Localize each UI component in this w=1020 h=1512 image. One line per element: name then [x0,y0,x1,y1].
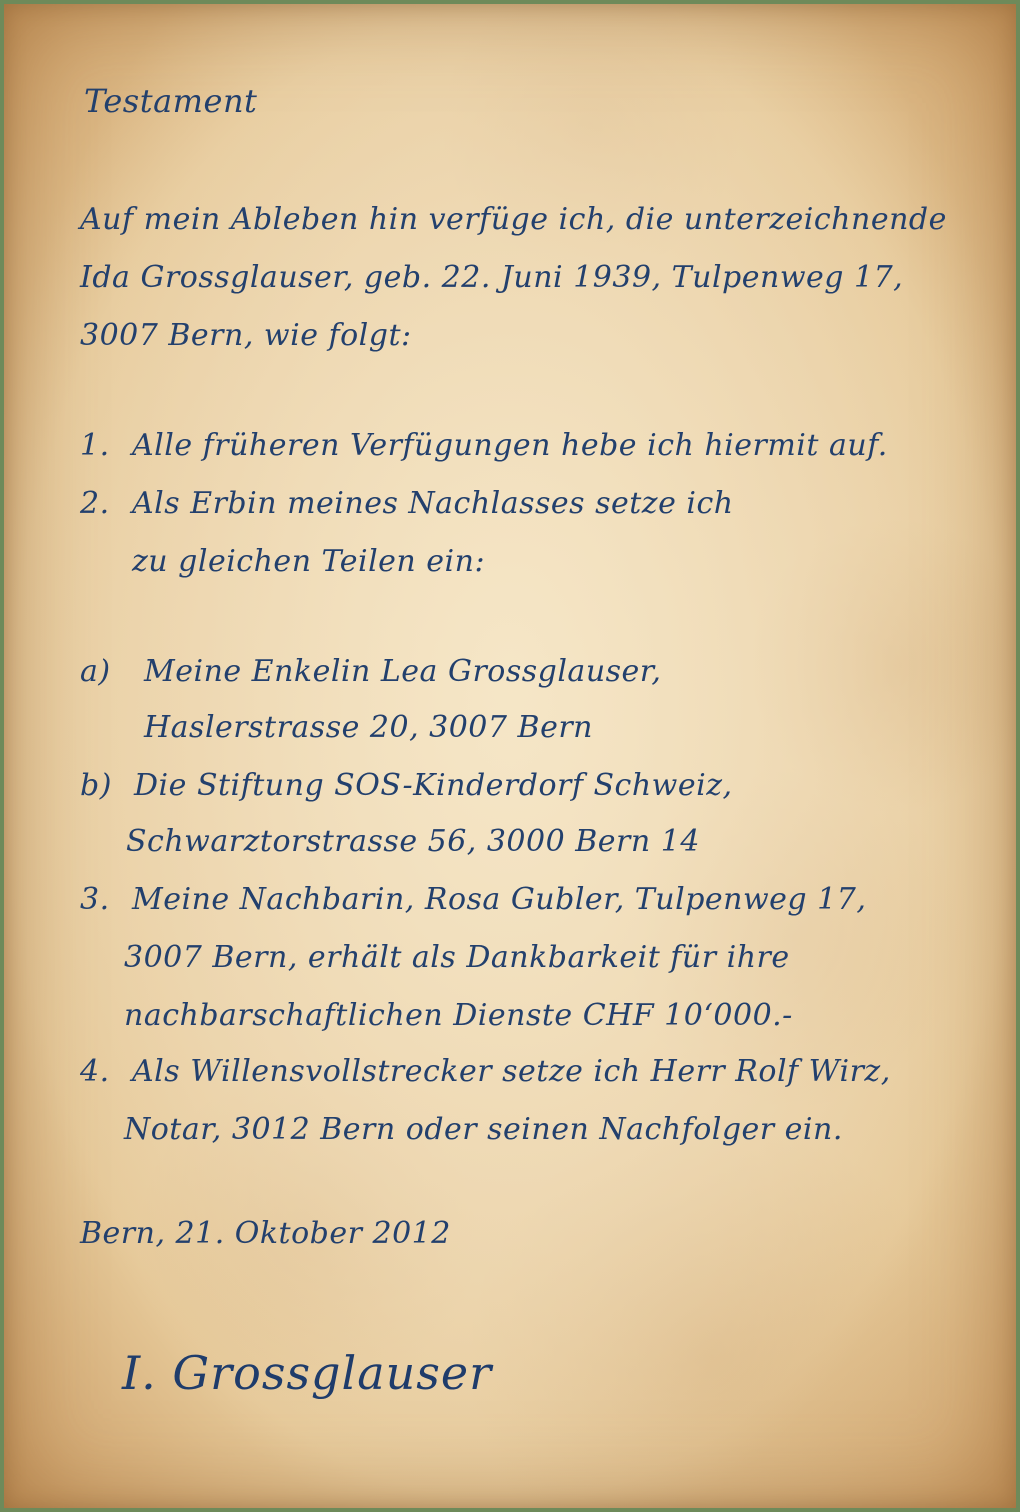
item-a-label: a) [80,654,111,689]
clause-2-text-line-2: zu gleichen Teilen ein: [132,544,486,579]
intro-line-3: 3007 Bern, wie folgt: [80,318,412,353]
clause-4-text-line-2: Notar, 3012 Bern oder seinen Nachfolger ein. [124,1112,843,1147]
clause-2-text-line-1: Als Erbin meines Nachlasses setze ich [132,486,734,521]
clause-4-text-line-1: Als Willensvollstrecker setze ich Herr Rolf Wirz, [132,1054,891,1089]
testament-page [4,4,1016,1508]
clause-1-number: 1. [80,428,110,463]
clause-3-text-line-2: 3007 Bern, erhält als Dankbarkeit für ihre [124,940,790,975]
intro-line-2: Ida Grossglauser, geb. 22. Juni 1939, Tulpenweg 17, [80,260,904,295]
item-b-label: b) [80,768,112,803]
item-a-text-line-2: Haslerstrasse 20, 3007 Bern [144,710,593,745]
item-b-text-line-2: Schwarztorstrasse 56, 3000 Bern 14 [126,824,700,859]
place-and-date: Bern, 21. Oktober 2012 [80,1216,451,1251]
clause-3-number: 3. [80,882,110,917]
clause-1-text: Alle früheren Verfügungen hebe ich hiermit auf. [132,428,888,463]
clause-3-text-line-3: nachbarschaftlichen Dienste CHF 10‘000.- [124,998,793,1033]
item-a-text-line-1: Meine Enkelin Lea Grossglauser, [144,654,662,689]
signature: I. Grossglauser [122,1346,493,1400]
item-b-text-line-1: Die Stiftung SOS-Kinderdorf Schweiz, [134,768,733,803]
document-title: Testament [84,82,258,120]
clause-4-number: 4. [80,1054,110,1089]
clause-2-number: 2. [80,486,110,521]
clause-3-text-line-1: Meine Nachbarin, Rosa Gubler, Tulpenweg 17, [132,882,867,917]
intro-line-1: Auf mein Ableben hin verfüge ich, die unterzeichnende [80,202,947,237]
